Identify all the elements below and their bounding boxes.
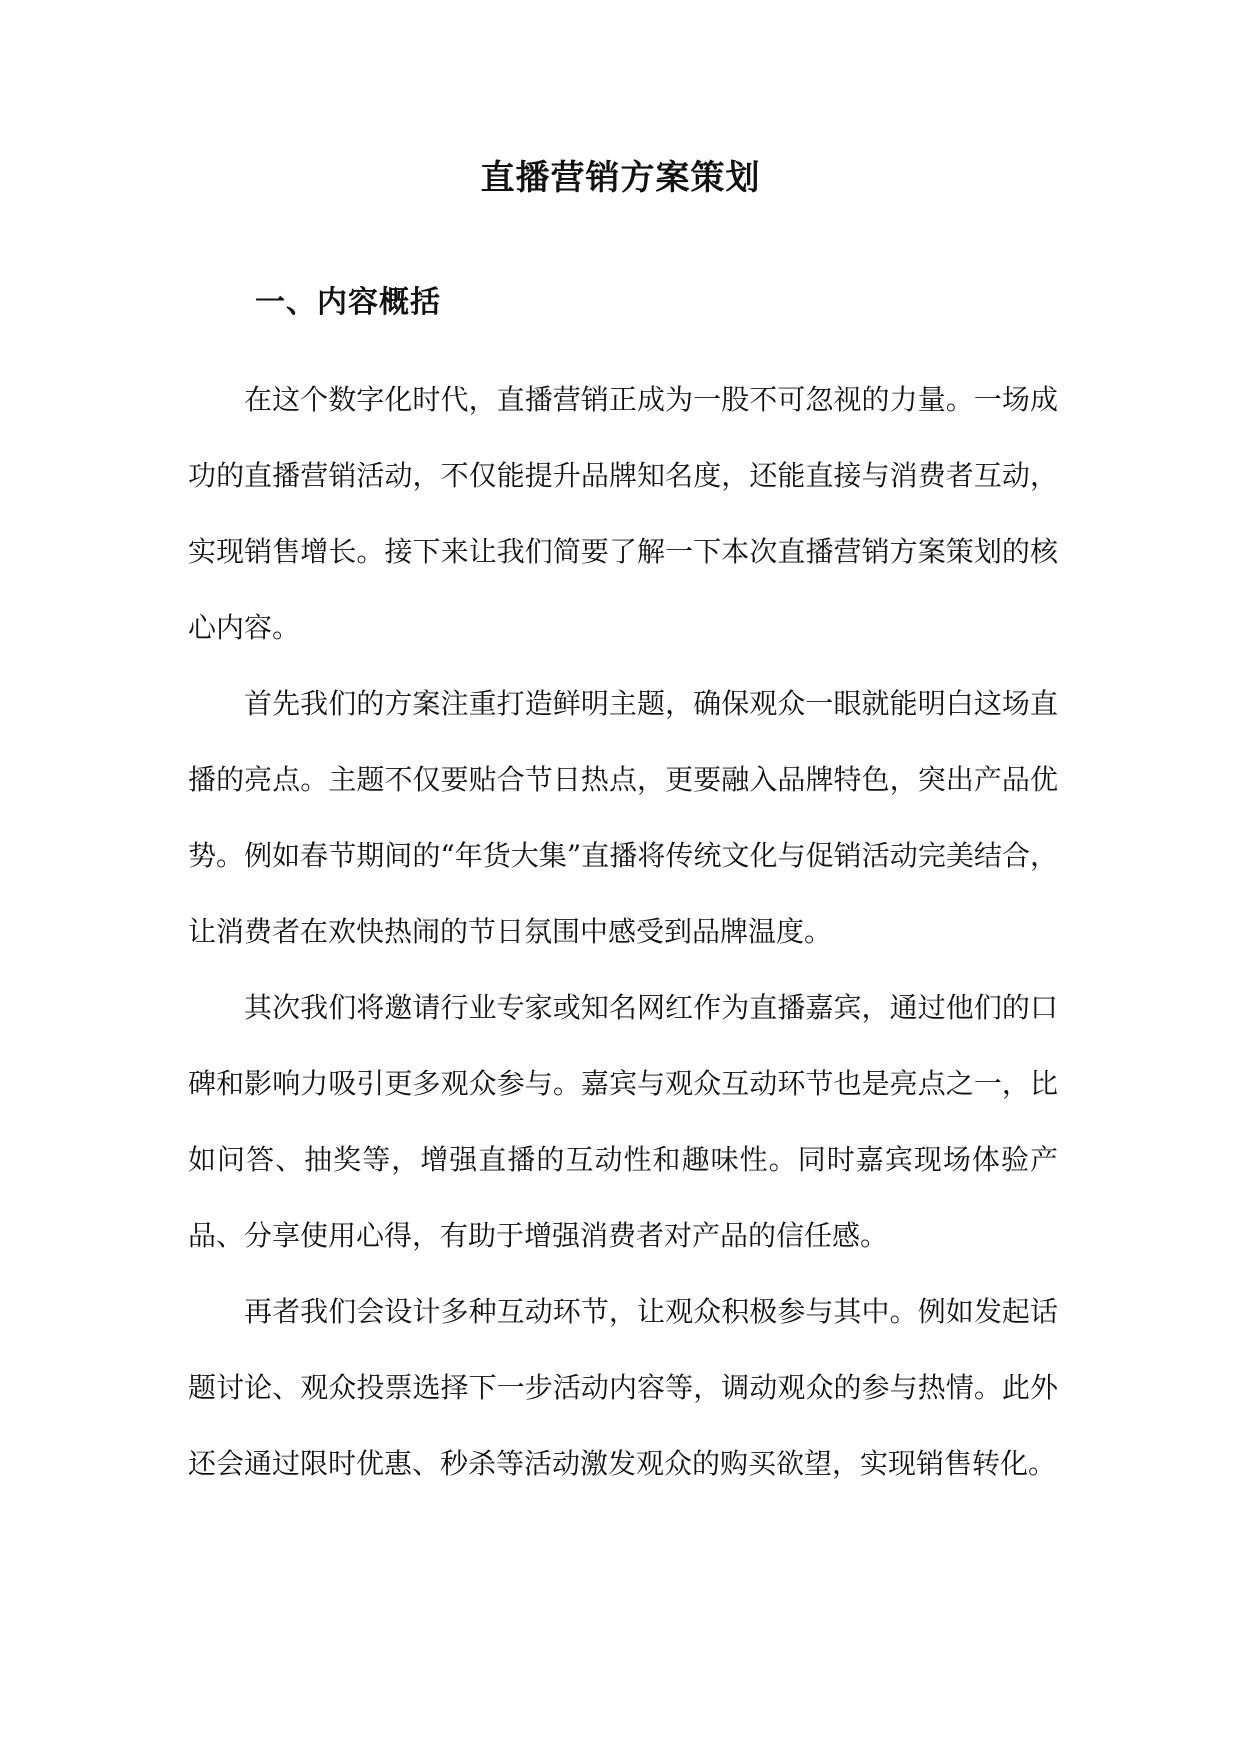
paragraph-1: 在这个数字化时代，直播营销正成为一股不可忽视的力量。一场成功的直播营销活动，不仅能提升品牌知名度，还能直接与消费者互动，实现销售增长。接下来让我们简要了解一下本次直播营销方案策划的核心内容。 (188, 383, 1058, 644)
section-body (188, 362, 1058, 1502)
paragraph-2: 首先我们的方案注重打造鲜明主题，确保观众一眼就能明白这场直播的亮点。主题不仅要贴合节日热点，更要融入品牌特色，突出产品优势。例如春节期间的“年货大集”直播将传统文化与促销活动完美结合，让消费者在欢快热闹的节日氛围中感受到品牌温度。 (188, 687, 1058, 948)
paragraph-3: 其次我们将邀请行业专家或知名网红作为直播嘉宾，通过他们的口碑和影响力吸引更多观众参与。嘉宾与观众互动环节也是亮点之一，比如问答、抽奖等，增强直播的互动性和趣味性。同时嘉宾现场体验产品、分享使用心得，有助于增强消费者对产品的信任感。 (188, 991, 1058, 1252)
paragraph-4: 再者我们会设计多种互动环节，让观众积极参与其中。例如发起话题讨论、观众投票选择下一步活动内容等，调动观众的参与热情。此外还会通过限时优惠、秒杀等活动激发观众的购买欲望，实现销售转化。 (188, 1295, 1058, 1480)
section-heading: 一、内容概括 (255, 285, 441, 320)
document-title: 直播营销方案策划 (480, 158, 761, 198)
